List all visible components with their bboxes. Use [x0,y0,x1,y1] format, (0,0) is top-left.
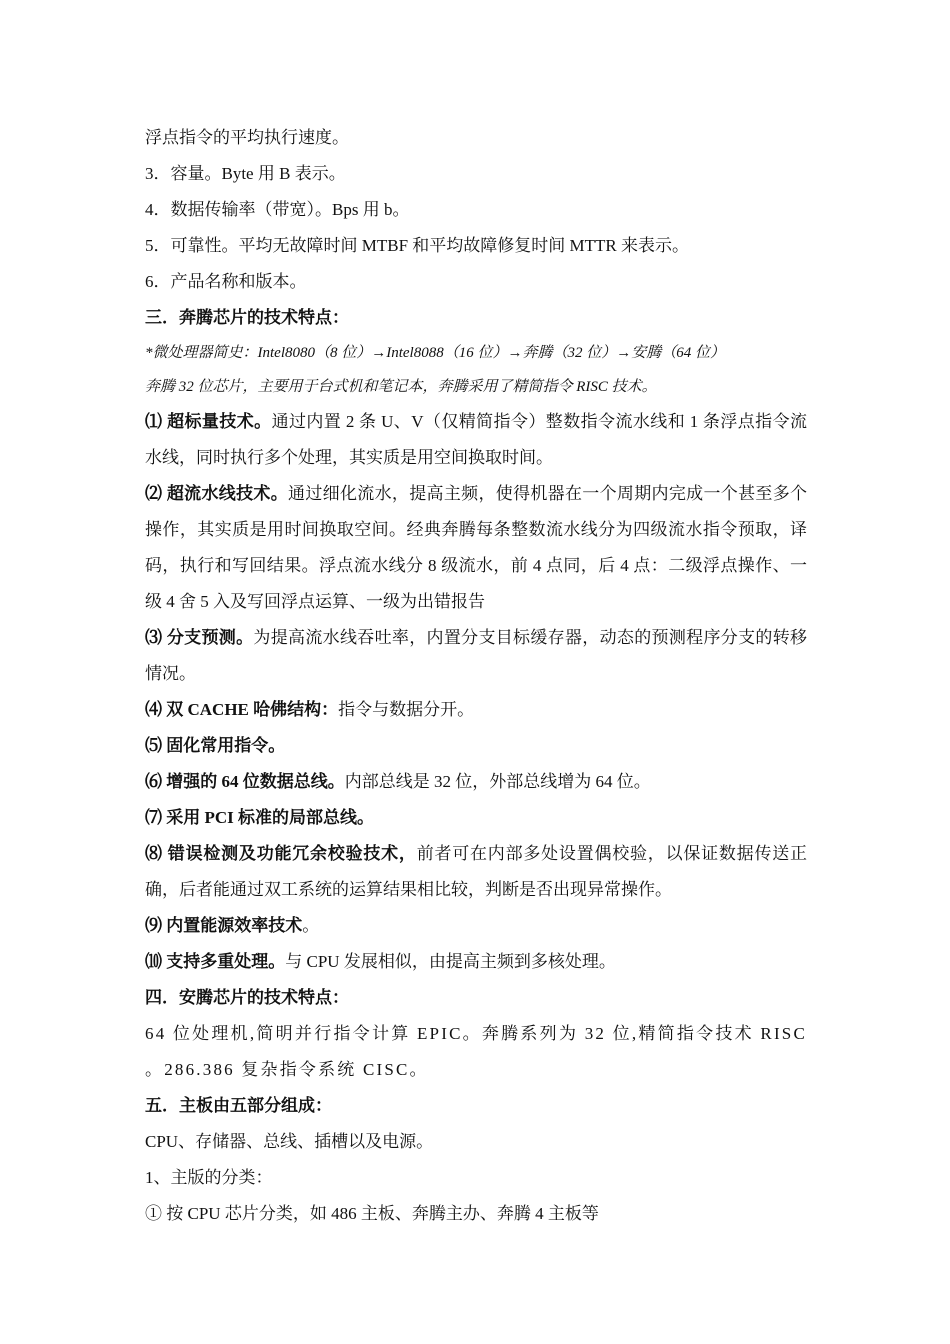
list-item: ⑶ 分支预测。为提高流水线吞吐率，内置分支目标缓存器，动态的预测程序分支的转移情况。 [145,628,808,683]
list-item: ⑼ 内置能源效率技术。 [145,916,320,935]
note-line: *微处理器简史：Intel8080（8 位）→Intel8088（16 位）→奔腾（32 位）→安腾（64 位） [145,345,725,361]
paragraph: 64 位处理机,简明并行指令计算 EPIC。奔腾系列为 32 位,精简指令技术 RISC 。286.386 复杂指令系统 CISC。 [145,1024,807,1079]
text-line: 5．可靠性。平均无故障时间 MTBF 和平均故障修复时间 MTTR 来表示。 [145,236,690,255]
list-item: ⑹ 增强的 64 位数据总线。内部总线是 32 位，外部总线增为 64 位。 [145,772,651,791]
text-line: 4．数据传输率（带宽）。Bps 用 b。 [145,200,410,219]
section-heading: 四．安腾芯片的技术特点： [145,988,349,1007]
section-heading: 五．主板由五部分组成： [145,1096,332,1115]
text-line: ① 按 CPU 芯片分类，如 486 主板、奔腾主办、奔腾 4 主板等 [145,1204,599,1223]
text-line: 3．容量。Byte 用 B 表示。 [145,164,346,183]
list-item: ⑷ 双 CACHE 哈佛结构：指令与数据分开。 [145,700,475,719]
section-heading: 三．奔腾芯片的技术特点： [145,308,349,327]
text-line: 1、主版的分类： [145,1168,273,1187]
list-item: ⑽ 支持多重处理。与 CPU 发展相似，由提高主频到多核处理。 [145,952,616,971]
text-line: 浮点指令的平均执行速度。 [145,128,349,147]
note-line: 奔腾 32 位芯片，主要用于台式机和笔记本，奔腾采用了精简指令 RISC 技术。 [145,379,657,395]
list-item: ⑺ 采用 PCI 标准的局部总线。 [145,808,375,827]
list-item: ⑴ 超标量技术。通过内置 2 条 U、V（仅精简指令）整数指令流水线和 1 条浮点指令流水线，同时执行多个处理，其实质是用空间换取时间。 [145,412,807,467]
list-item: ⑸ 固化常用指令。 [145,736,286,755]
text-line: 6．产品名称和版本。 [145,272,307,291]
text-line: CPU、存储器、总线、插槽以及电源。 [145,1132,434,1151]
document-page [145,120,807,1232]
list-item: ⑵ 超流水线技术。通过细化流水，提高主频，使得机器在一个周期内完成一个甚至多个操作，其实质是用时间换取空间。经典奔腾每条整数流水线分为四级流水指令预取，译码，执行和写回结果。浮点流水线分 8 级流水，前 4 点同，后 4 点：二级浮点操作、一级 4 舍 5 入及写回浮点运算、一级为出错报告 [145,484,808,611]
list-item: ⑻ 错误检测及功能冗余校验技术，前者可在内部多处设置偶校验，以保证数据传送正确，后者能通过双工系统的运算结果相比较，判断是否出现异常操作。 [145,844,808,899]
